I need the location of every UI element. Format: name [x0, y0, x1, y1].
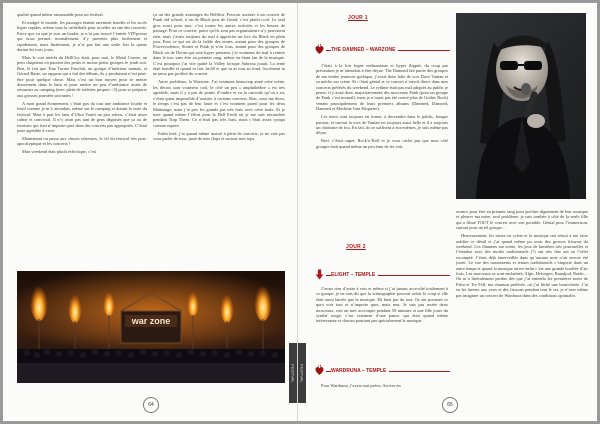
paragraph: Enfin bref, j’ai quand même assisté à plein de concerts, je ne vais pas vous parler de tous, juste de mes flops et surtout mes tops. — [153, 130, 285, 142]
band3-text — [316, 383, 448, 391]
paragraph: Maintenant on passe aux choses sérieuses, le vif du festival très post-apocalyptique et les concerts ! — [17, 135, 147, 147]
singer-photo-icon — [456, 13, 586, 199]
band-header-the-damned — [314, 44, 450, 55]
left-column-2 — [153, 12, 285, 144]
paragraph: Mais le vrai intérêt du HellCity était, pour moi, le Metal Corner, un petit chapiteau où passent des petits et moins petits groupes le jeudi soir. Bon, le fait que Tina Turner Fanclub, un groupe d’intérieur nantais, et Gérard Baste, un rappeur qui a fait des débuts, ils y produisent n’est peut-être pour quelque chose. Mais c’est un bon moyen pour se mettre doucement dans le bain et pour mettre un peu d’ambiance avant de retourner au camping (avec plein de toilettes propres <3) pour se préparer aux grosses journées suivantes ! — [17, 55, 147, 98]
band-name: THE DAMNED – WARZONE — [331, 47, 398, 53]
paragraph: ça un des grands avantages du Hellfest. Pouvoir assister à un concert de Punk old school, à un de Black puis de Grind, c’est plutôt cool. Le seul gros souci pour moi, c’est toutes les autres activités et les heures de passage. Pour ce concert, parce qu’ils sont pas organisateurs n’y pouvaient rien, mais j’avais toujours du mal à apprécier un live du Black en plein jour. Pour ce qui est de la faible des tentes, autant pour des groupes de Powerviolence, Stoner et Punk je n’en fous, autant pour des groupes de Black ou de Doom qui sont hyper prenants j’ai vraiment du mal à rentrer dans le truc sans être au premier rang, même en étant fan de la musique. C’est pourquoi j’ai vite quitté la Valley lorsque Subrosa jouait. La tente était bondée et quand tu fais 1m50 et que tu as tout au fond, forcément tu ne peux pas profiter du concert. — [153, 12, 285, 77]
band-name: WARDRUNA – TEMPLE — [331, 368, 389, 374]
right-page — [298, 3, 597, 421]
page-number: 65 — [442, 397, 458, 413]
paragraph: qualité quand même raisonnable pour un festival. — [17, 12, 104, 17]
paragraph: A mon grand étonnement, c’était pas du tout une ambiance lourde et festif comme je m’y attendais, même sur le camping et durant le reste du festival. Mise à part les fans d’Ultra Vomit un peu relous, c’était assez calme et convivial. Il n’y avait pas tant de gens déguisés que ça ou de touristes qui font n’importe quoi dans des concerts pas appropriés. C’était juste agréable à vivre. — [17, 100, 147, 133]
paragraph: Autre problème, la Warzone. J’ai vraiment beaucoup aimé cette scène, les décors sont vraiment cool, le côté un peu « amphithéâtre » est très agréable, mais il y a pas de points d’ombre et vu la canicule qu’on a eu, c’était quasi impossible d’assister à certains concerts. Bon, vous me direz, le temps c’est pas de leur faute et c’est vraiment pareil pour les deux Mainstage, mais j’ai pris les grands pas très frais avec cette foule. Et je note quand même l’effort pour la Hell Fresh où je me suis retranchée pendant Trap Them. Ce n’était pas très frais, mais c’était assez sympa comme espace. — [153, 79, 285, 128]
right-column — [456, 209, 588, 301]
anatomical-heart-icon — [314, 365, 325, 376]
paragraph: J’avais rien d’autre à voir et même si j’ai jamais accroché totalement à ce groupe, je ne suis dit que la scénographie pouvait valoir le coup si elle était aussi barrée que la musique. Eh bien pas du tout. Ils ont pourtant ce quoi voir tout et n’importe quoi, mais non. Je suis pas restée deux morceaux, voir un mec accroupie pendant 50 minutes et une fille jouer du synthé rouge, c’est vraiment d’une pause, qui était quand même intéressante et chacun pourtant pas spécialement la musique. — [316, 286, 448, 324]
paragraph: J’étais à la fois hyper enthousiaste et hyper flippée, du coup par précaution je m’attendais à être déçue. The Damned fait partie des groupes de ma tendre jeunesse gothique, j’avais donc hâte de voir Dave Vanian et sa mèche sur scène. Et c’était génial et ce concert n’ouvrit direct dans mes concerts préférés du weekend. Le rythme était pas mal adoptés au public je pense, il y avait donc majoritairement des morceaux Punk (pour un groupe de Punk c’est normal), mais je n’aurai pas été contre plus de Gothic Rock) venant principalement de leurs premiers albums (Damned, Damned, Damned et Machine Gun Etiquette). — [316, 63, 448, 112]
paragraph: Et malgré le monde, les passages étaient rarement bondés et les accès hyper rapides, même sous la cathédrale pour accéder au site des concerts. Parce que vu que je suis un boulet, je n’ai pas trouvé l’entrée VIP/presse qui nous permet, normalement, d’y parvenir plus facilement et rapidement, mais finalement, je n’ai pas fait une seule fois la queue durant les trois jours. — [17, 20, 147, 53]
paragraph: Les mecs sont toujours en forme, à descendre dans le public, bouger partout, et surtout la voix de Vanian est toujours aussi belle et il a toujours un charisme de fou. En fait, ils se suffisent à eux-mêmes, je suis même pas déçue. — [316, 114, 448, 136]
left-column-1 — [17, 12, 147, 157]
paragraph: Bref, c’était super, Rock’n’Roll et je vous cache pas que mon côté groupie était quand même un peu ému de les voir. — [316, 138, 448, 149]
band-header-elight — [314, 269, 450, 280]
page-number: 64 — [143, 397, 159, 413]
side-label: FESTIVAL — [298, 343, 306, 403]
paragraph: avance pour être au premier rang pour profiter dignement de leur musique et pleurer ma mère, seul problème, je suis tombée à côté de la seule fille qui a filmé TOUT le concert avec son portable. Génial pour l’immersion, surtout pour un tel groupe… — [456, 209, 588, 231]
paragraph: Pour Wardruna, j’avais tout prévu. Arriver en — [321, 383, 401, 388]
anatomical-heart-icon — [314, 44, 325, 55]
paragraph: Mon weekend était plutôt éclectique, c’est — [22, 149, 97, 155]
day-label: JOUR 1 — [348, 15, 368, 21]
band-name: ELIGHT – TEMPLE — [331, 272, 378, 278]
stage-photo — [17, 271, 285, 383]
left-page — [3, 3, 298, 421]
day-label: JOUR 2 — [346, 244, 366, 250]
stage-photo-icon — [17, 271, 285, 383]
band-header-wardruna — [314, 365, 450, 376]
arrow-down-icon — [314, 269, 325, 280]
band1-text — [316, 63, 448, 152]
stage-banner-text: war zone — [131, 316, 171, 326]
band2-text — [316, 286, 448, 326]
side-label: FESTIVAL — [289, 343, 297, 403]
paragraph: Heureusement, les mises en scène et la musique ont réussi à me faire oublier ce détail et j’ai quand même pu avoir des grosses frissons du weekend. Les flammes sur scène, les jeux de lumières très ponctuelles et l’étendue avec des motifs traditionnels (?) ont très fins ont eu l’effet escompté. J’étais déjà émerveillée dans qu’aucune note n’ait encore été jouée. Le vue des instruments et tenues traditionnels c’emporte dans un autre temps et quand la musique arrive enfin c’est une grande bouffée d’air frais. Les morceaux se sont enchaînés, Algir, Helvegen, Runaljod, Raido… On m’a littéralement perdue dès que j’ai entendu les premières notes de Fehu et Tre Fell, ma chanson préférée, où j’ai lâché une larmichette. J’ai eu les larmes aux yeux et des frissons pendant tout le set, je n’oser même pas imaginer un concert de Wardruna dans des conditions optimales. — [456, 233, 588, 298]
singer-photo — [456, 13, 586, 199]
